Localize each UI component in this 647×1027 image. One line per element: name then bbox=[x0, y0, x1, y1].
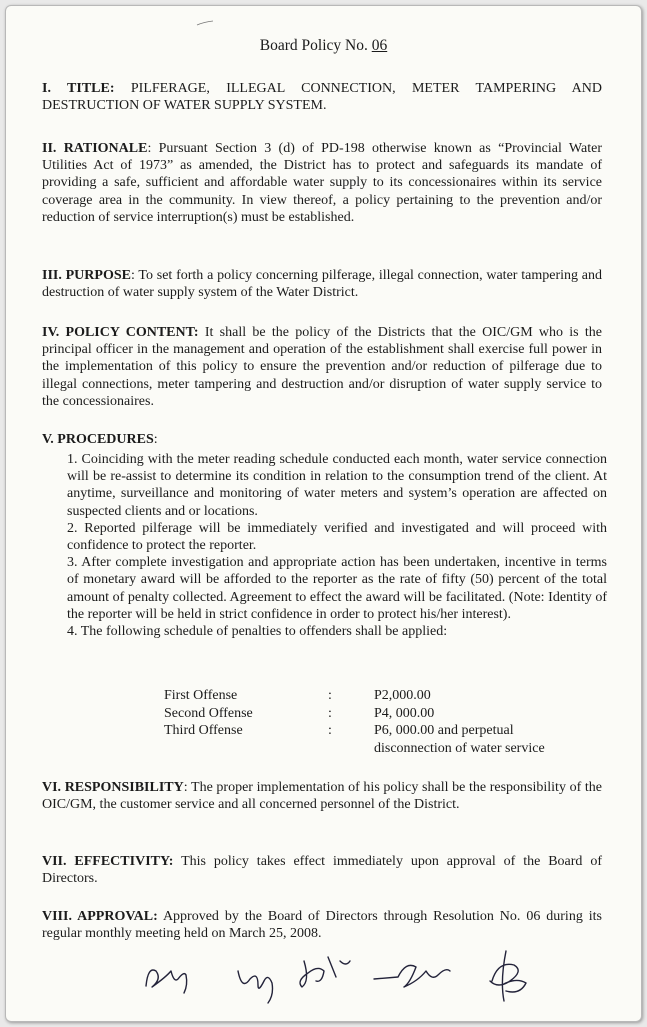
penalty-extra: disconnection of water service bbox=[374, 740, 545, 756]
procedure-item-3: 3. After complete investigation and appropriate action has been undertaken, incentive in terms of monetary award will be afforded to the reporter as the rate of fifty (50) percent of the total amount of penalty collected. Agreement to effect the award will be facilitated. (Note: Identity of the reporter will be held in strict confidence in order to protect his/her interest). bbox=[67, 555, 607, 622]
procedure-item-2: 2. Reported pilferage will be immediately verified and investigated and will proceed with confidence to protect the reporter. bbox=[67, 520, 607, 554]
section-title bbox=[42, 80, 602, 114]
section-title-head: I. TITLE: bbox=[42, 81, 115, 96]
section-procedures bbox=[42, 431, 602, 448]
signatures bbox=[6, 941, 641, 1011]
section-purpose-head: III. PURPOSE bbox=[42, 268, 131, 283]
section-effectivity bbox=[42, 853, 602, 887]
section-approval bbox=[42, 908, 602, 942]
signature-4 bbox=[374, 965, 450, 987]
document-page bbox=[6, 6, 641, 1021]
section-effectivity-head: VII. EFFECTIVITY: bbox=[42, 854, 174, 869]
section-approval-head: VIII. APPROVAL: bbox=[42, 909, 158, 924]
section-title-text: PILFERAGE, ILLEGAL CONNECTION, METER TAMPERING AND DESTRUCTION OF WATER SUPPLY SYSTEM. bbox=[42, 81, 602, 114]
penalty-amount: P4, 000.00 bbox=[374, 705, 435, 721]
penalty-offense: Third Offense bbox=[164, 723, 243, 738]
penalty-separator: : bbox=[328, 705, 332, 721]
penalty-separator: : bbox=[328, 688, 332, 703]
penalty-offense: First Offense bbox=[164, 688, 238, 703]
signature-1 bbox=[146, 970, 187, 993]
section-responsibility-head: VI. RESPONSIBILITY bbox=[42, 780, 184, 795]
policy-number: 06 bbox=[371, 37, 388, 54]
signature-3 bbox=[300, 957, 350, 987]
penalty-row-first bbox=[164, 687, 584, 705]
section-purpose-text: : To set forth a policy concerning pilferage, illegal connection, water tampering and destruction of water supply system of the Water District. bbox=[42, 268, 602, 301]
procedure-item-1: 1. Coinciding with the meter reading schedule conducted each month, water service connection will be re-assist to determine its condition in relation to the consumption trend of the client. At anytime, surveillance and monitoring of water meters and system’s operation are affected on suspected clients and or locations. bbox=[67, 452, 607, 519]
title-prefix: Board Policy No. bbox=[259, 37, 372, 54]
procedure-item-4: 4. The following schedule of penalties to offenders shall be applied: bbox=[67, 624, 448, 640]
section-effectivity-text: This policy takes effect immediately upon approval of the Board of Directors. bbox=[42, 854, 602, 887]
penalty-separator: : bbox=[328, 723, 332, 738]
section-rationale bbox=[42, 140, 602, 226]
signature-5 bbox=[490, 951, 526, 1001]
penalty-row-third bbox=[164, 722, 584, 757]
section-purpose bbox=[42, 267, 602, 301]
section-procedures-colon: : bbox=[153, 432, 158, 447]
penalty-amount: P6, 000.00 and perpetual bbox=[374, 723, 514, 738]
penalty-schedule bbox=[164, 687, 584, 757]
section-policy-content bbox=[42, 324, 602, 410]
section-content-text: It shall be the policy of the Districts that the OIC/GM who is the principal officer in the management and operation of the establishment shall exercise full power in the implementation of this policy to ensure the prevention and/or reduction of pilferage due to illegal connections, meter tampering and destruction and/or disruption of water supply service to the concessionaires. bbox=[42, 325, 603, 409]
document-frame bbox=[5, 5, 642, 1022]
section-content-head: IV. POLICY CONTENT: bbox=[42, 325, 199, 340]
signature-2 bbox=[238, 971, 273, 1003]
scan-mark bbox=[196, 20, 214, 26]
section-rationale-text: : Pursuant Section 3 (d) of PD-198 otherwise known as “Provincial Water Utilities Act of 1973” as amended, the District has to protect and safeguards its mandate of providing a safe, sufficient and affordable water supply to its concessionaires within its service coverage area in the community. In view thereof, a policy pertaining to the prevention and/or reduction of service interruption(s) must be established. bbox=[42, 141, 602, 225]
section-rationale-head: II. RATIONALE bbox=[42, 141, 148, 156]
section-approval-text: Approved by the Board of Directors through Resolution No. 06 during its regular monthly meeting held on March 25, 2008. bbox=[42, 909, 602, 942]
section-responsibility-text: : The proper implementation of his policy shall be the responsibility of the OIC/GM, the customer service and all concerned personnel of the District. bbox=[42, 780, 602, 813]
procedures-list bbox=[67, 451, 607, 640]
penalty-row-second bbox=[164, 705, 584, 723]
section-procedures-head: V. PROCEDURES bbox=[42, 432, 154, 447]
penalty-amount: P2,000.00 bbox=[374, 688, 431, 703]
section-responsibility bbox=[42, 779, 602, 813]
penalty-offense: Second Offense bbox=[164, 705, 253, 721]
page-title bbox=[6, 37, 641, 54]
